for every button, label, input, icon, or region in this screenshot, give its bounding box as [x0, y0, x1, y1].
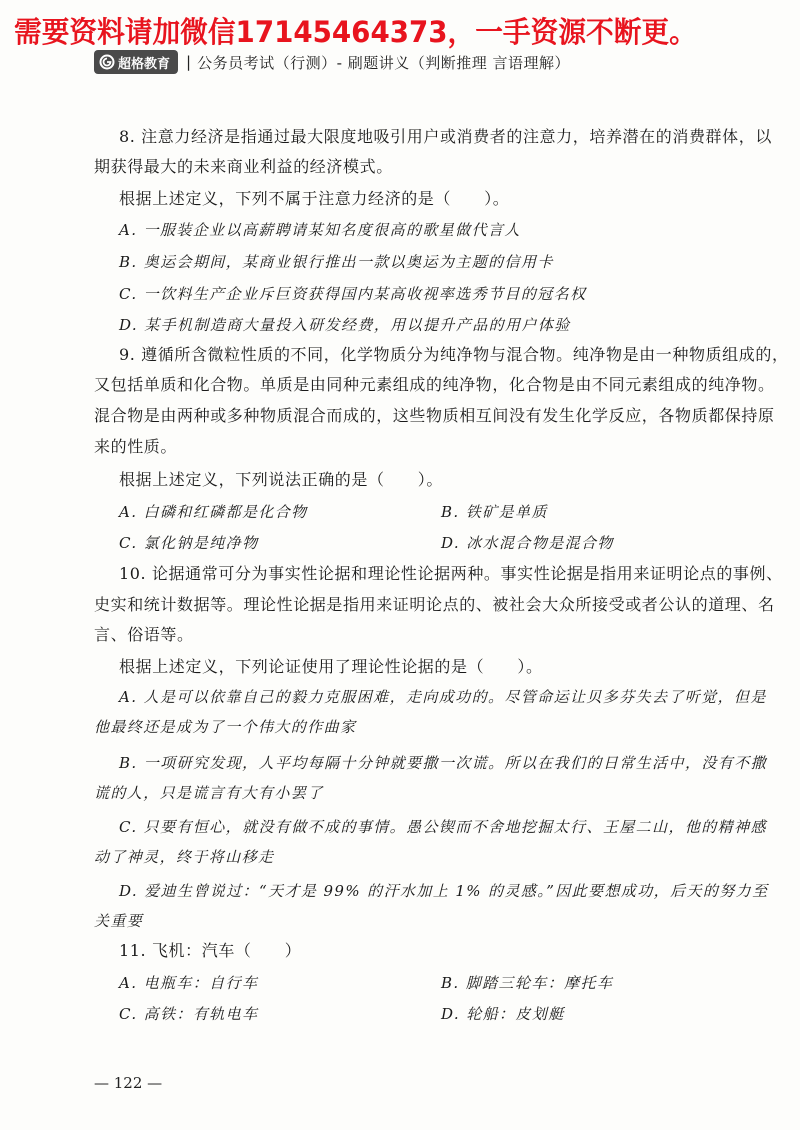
- q11-option-b: B. 脚踏三轮车：摩托车: [441, 974, 614, 992]
- q9-prompt: 根据上述定义，下列说法正确的是（ ）。: [119, 470, 444, 489]
- q9-stem-line4: 来的性质。: [94, 437, 178, 456]
- q8-option-c: C. 一饮料生产企业斥巨资获得国内某高收视率选秀节目的冠名权: [119, 285, 587, 303]
- q10-option-d-line2: 关重要: [94, 912, 144, 930]
- header-separator: |: [186, 53, 192, 71]
- q9-option-c: C. 氯化钠是纯净物: [119, 534, 259, 552]
- q8-stem-line1: 8. 注意力经济是指通过最大限度地吸引用户或消费者的注意力，培养潜在的消费群体，以: [119, 127, 772, 146]
- q8-option-b: B. 奥运会期间，某商业银行推出一款以奥运为主题的信用卡: [119, 253, 554, 271]
- q10-option-b-line1: B. 一项研究发现，人平均每隔十分钟就要撒一次谎。所以在我们的日常生活中，没有不撒: [119, 754, 767, 772]
- q10-stem-line2: 史实和统计数据等。理论性论据是指用来证明论点的、被社会大众所接受或者公认的道理、名: [94, 595, 775, 614]
- q11-option-d: D. 轮船：皮划艇: [441, 1005, 565, 1023]
- page-number: — 122 —: [94, 1074, 163, 1092]
- q9-option-b: B. 铁矿是单质: [441, 503, 548, 521]
- q10-stem-line3: 言、俗语等。: [94, 625, 194, 644]
- q10-option-a-line1: A. 人是可以依靠自己的毅力克服困难，走向成功的。尽管命运让贝多芬失去了听觉，但是: [119, 688, 767, 706]
- q10-option-b-line2: 谎的人，只是谎言有大有小罢了: [94, 784, 324, 802]
- q8-stem-line2: 期获得最大的未来商业利益的经济模式。: [94, 157, 393, 176]
- q9-stem-line2: 又包括单质和化合物。单质是由同种元素组成的纯净物，化合物是由不同元素组成的纯净物。: [94, 375, 775, 394]
- q8-option-a: A. 一服装企业以高薪聘请某知名度很高的歌星做代言人: [119, 221, 521, 239]
- q10-option-c-line1: C. 只要有恒心，就没有做不成的事情。愚公锲而不舍地挖掘太行、王屋二山，他的精神感: [119, 818, 767, 836]
- q11-stem: 11. 飞机：汽车（ ）: [119, 941, 302, 960]
- q8-prompt: 根据上述定义，下列不属于注意力经济的是（ ）。: [119, 189, 510, 208]
- logo-text: 超格教育: [118, 56, 171, 72]
- q8-option-d: D. 某手机制造商大量投入研发经费，用以提升产品的用户体验: [119, 316, 571, 334]
- q9-option-d: D. 冰水混合物是混合物: [441, 534, 614, 552]
- q9-stem-line1: 9. 遵循所含微粒性质的不同，化学物质分为纯净物与混合物。纯净物是由一种物质组成的，: [119, 345, 789, 364]
- header-title: 公务员考试（行测）- 刷题讲义（判断推理 言语理解）: [197, 53, 571, 72]
- q10-option-d-line1: D. 爱迪生曾说过：“天才是 99% 的汗水加上 1% 的灵感。”因此要想成功，后天的努力至: [119, 882, 769, 900]
- q10-option-c-line2: 动了神灵，终于将山移走: [94, 848, 275, 866]
- q10-option-a-line2: 他最终还是成为了一个伟大的作曲家: [94, 718, 357, 736]
- q11-option-c: C. 高铁：有轨电车: [119, 1005, 259, 1023]
- q9-stem-line3: 混合物是由两种或多种物质混合而成的，这些物质相互间没有发生化学反应，各物质都保持原: [94, 406, 775, 425]
- q10-stem-line1: 10. 论据通常可分为事实性论据和理论性论据两种。事实性论据是指用来证明论点的事例、: [119, 564, 783, 583]
- q10-prompt: 根据上述定义，下列论证使用了理论性论据的是（ ）。: [119, 657, 543, 676]
- q9-option-a: A. 白磷和红磷都是化合物: [119, 503, 308, 521]
- q11-option-a: A. 电瓶车：自行车: [119, 974, 259, 992]
- watermark-banner: 需要资料请加微信17145464373，一手资源不断更。: [14, 15, 697, 49]
